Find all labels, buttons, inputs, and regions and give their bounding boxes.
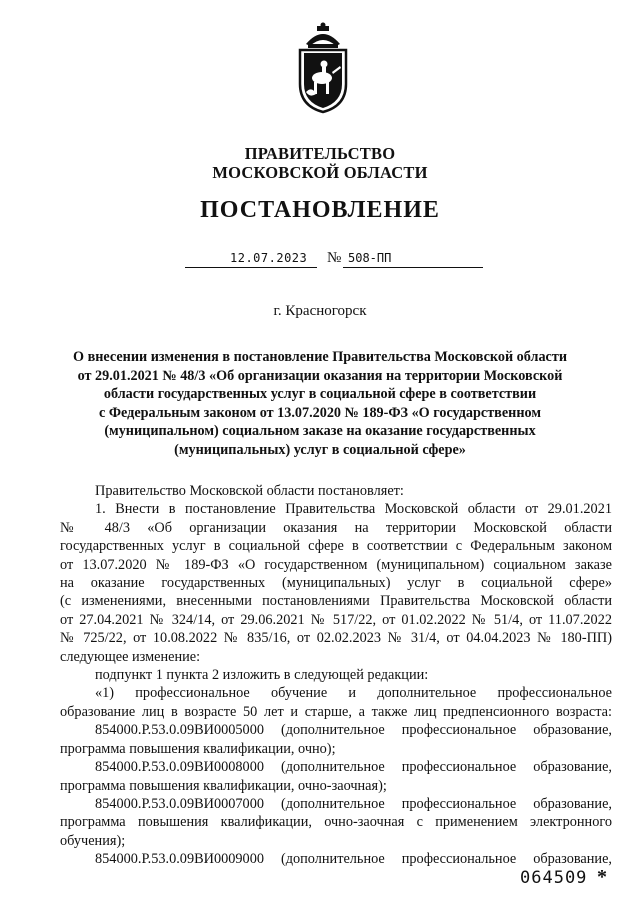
- body-line: на оказание государственных (муниципальных) услуг в социальной сфере»: [60, 575, 612, 592]
- number-sign: №: [327, 250, 342, 266]
- body-line: программа повышения квалификации, очно);: [60, 740, 336, 757]
- body-line: 854000.Р.53.0.09ВИ0005000 (дополнительное профессиональное образование,: [95, 722, 612, 739]
- body-line: «1) профессиональное обучение и дополнительное профессиональное: [95, 685, 612, 702]
- government-name-line2: МОСКОВСКОЙ ОБЛАСТИ: [212, 163, 428, 182]
- body-line: 854000.Р.53.0.09ВИ0007000 (дополнительное профессиональное образование,: [95, 795, 612, 812]
- body-line: обучения);: [60, 832, 126, 849]
- government-name-line1: ПРАВИТЕЛЬСТВО: [244, 144, 396, 163]
- body-line: 854000.Р.53.0.09ВИ0009000 (дополнительное профессиональное образование,: [95, 851, 612, 868]
- body-line: программа повышения квалификации, очно-заочная);: [60, 777, 387, 794]
- body-line: программа повышения квалификации, очно-заочная с применением электронного: [60, 814, 612, 831]
- title-line: (муниципальных) услуг в социальной сфере»: [174, 441, 466, 458]
- body-line: государственных услуг в социальной сфере в соответствии с Федеральным законом: [60, 538, 612, 555]
- title-line: области государственных услуг в социальной сфере в соответствии: [103, 386, 537, 403]
- crown-icon: [306, 23, 340, 49]
- body-line: от 13.07.2020 № 189-ФЗ «О государственном (муниципальном) социальном заказе: [60, 556, 612, 573]
- body-line: следующее изменение:: [60, 648, 201, 665]
- body-line: образование лиц в возрасте 50 лет и старше, а также лиц предпенсионного возраста:: [60, 703, 612, 720]
- document-date: 12.07.2023: [230, 251, 308, 265]
- title-line: от 29.01.2021 № 48/3 «Об организации оказания на территории Московской: [77, 367, 563, 384]
- number-underline: [343, 267, 483, 268]
- serial-stamp-number: 064509: [520, 868, 588, 888]
- document-number: 508-ПП: [348, 251, 392, 265]
- coat-of-arms-emblem: [292, 22, 354, 114]
- title-line: с Федеральным законом от 13.07.2020 № 189-ФЗ «О государственном: [99, 404, 541, 421]
- city-name: г. Красногорск: [273, 303, 367, 319]
- body-line: 854000.Р.53.0.09ВИ0008000 (дополнительное профессиональное образование,: [95, 759, 612, 776]
- body-line: 1. Внести в постановление Правительства Московской области от 29.01.2021: [95, 501, 612, 518]
- body-line: № 725/22, от 10.08.2022 № 835/16, от 02.02.2023 № 31/4, от 04.04.2023 № 180-ПП): [60, 630, 612, 647]
- document-type-title: ПОСТАНОВЛЕНИЕ: [200, 197, 440, 223]
- title-line: (муниципальном) социальном заказе на оказание государственных: [104, 423, 536, 440]
- date-number-line: [185, 250, 485, 268]
- body-line: от 27.04.2021 № 324/14, от 29.06.2021 № 517/22, от 01.02.2022 № 51/4, от 11.07.2022: [60, 611, 612, 628]
- title-line: О внесении изменения в постановление Правительства Московской области: [73, 349, 567, 365]
- stamp-star-icon: *: [597, 866, 607, 888]
- body-line: Правительство Московской области постановляет:: [95, 483, 404, 499]
- body-line: подпункт 1 пункта 2 изложить в следующей редакции:: [95, 667, 429, 684]
- date-underline: [185, 267, 317, 268]
- document-body: [60, 482, 612, 869]
- body-line: (с изменениями, внесенными постановлениями Правительства Московской области: [60, 593, 612, 610]
- body-line: № 48/3 «Об организации оказания на территории Московской области: [60, 519, 612, 536]
- document-subject-title: [62, 348, 578, 460]
